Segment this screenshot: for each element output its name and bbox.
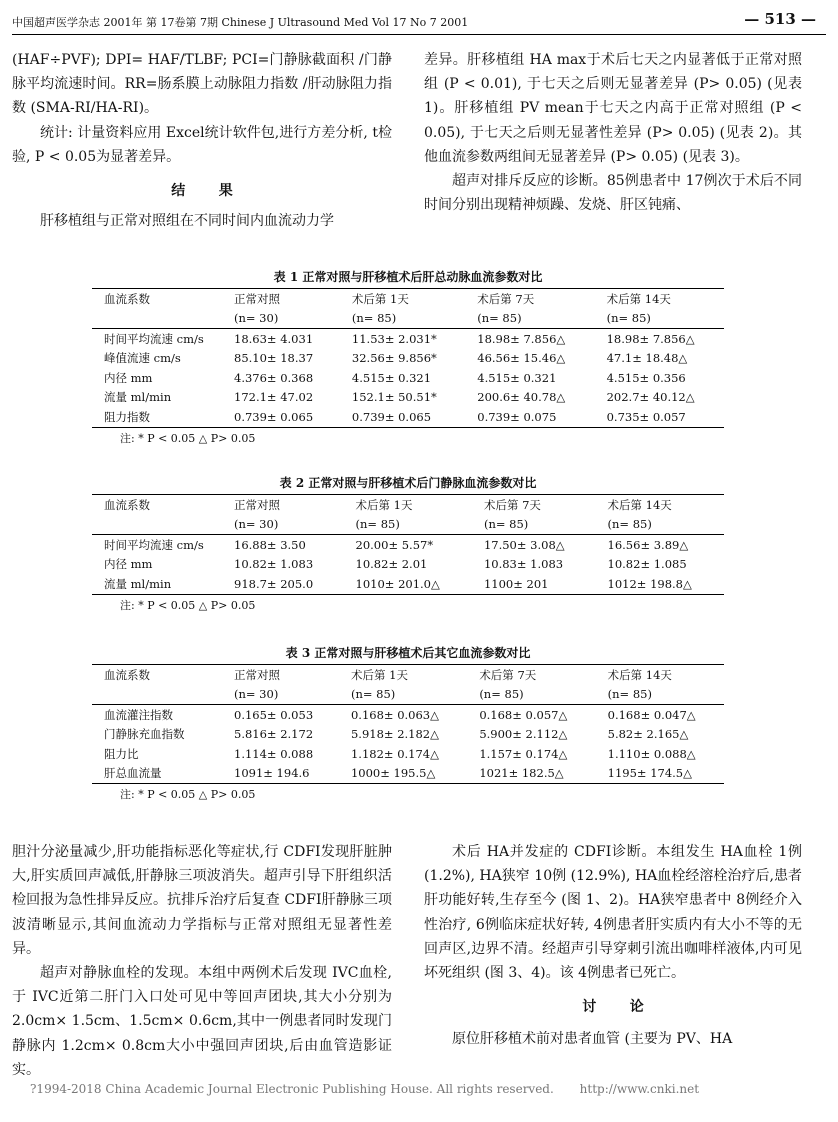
bottom-right-column [424,840,802,1052]
section-heading-discussion: 讨论 [582,999,678,1016]
table-cell: 5.918± 2.182△ [350,727,439,742]
table-cell: 内径 mm [104,370,153,385]
table-caption: 表 1 正常对照与肝移植术后肝总动脉血流参数对比 [273,270,543,284]
discussion-paragraph: 原位肝移植术前对患者血管 (主要为 PV、HA [452,1031,733,1048]
table-cell: 4.515± 0.356 [606,370,686,385]
section-heading-results: 结果 [171,183,267,200]
table-cell: 4.376± 0.368 [234,370,314,385]
table-cell: 10.82± 1.083 [234,557,314,572]
bottom-left-column [12,840,392,1082]
column-header: 术后第 7天 [472,495,596,515]
column-header: 术后第 14天 [595,289,724,309]
column-header: 术后第 1天 [339,665,467,685]
table-cell: 4.515± 0.321 [351,370,432,385]
ha-complication-paragraph: 术后 HA并发症的 CDFI诊断。本组发生 HA血栓 1例 (1.2%), HA狭窄 10例 (12.9%), HA血栓经溶栓治疗后,患者肝功能好转,生存至今 (图 1、2)。HA狭窄患者中 8例经介入性治疗, 6例临床症状好转, 4例患者肝实质内有大小不等的无回声区,边界不清。经超声引导穿刺引流出咖啡样液体,内可见坏死组织 (图 3、4)。该 4例患者已死亡。 [424,844,802,982]
column-subheader: (n= 85) [467,685,595,705]
table-cell: 18.98± 7.856△ [606,331,695,346]
table-cell: 时间平均流速 cm/s [104,537,204,552]
table-caption: 表 3 正常对照与肝移植术后其它血流参数对比 [285,646,531,660]
table-row [92,535,724,555]
column-header: 血流系数 [92,495,222,515]
table-cell: 10.83± 1.083 [483,557,564,572]
running-header [12,8,826,35]
table-cell: 1.157± 0.174△ [479,746,568,761]
table-cell: 47.1± 18.48△ [606,351,688,366]
table-cell: 1010± 201.0△ [344,574,472,594]
results-intro-paragraph: 肝移植组与正常对照组在不同时间内血流动力学 [40,213,334,230]
table-cell: 阻力比 [104,746,139,761]
column-subheader [92,685,222,705]
table-cell: 0.168± 0.063△ [350,707,439,722]
table-row [92,349,724,369]
copyright-text: ?1994-2018 China Academic Journal Electronic Publishing House. All rights reserved. [30,1082,554,1096]
table-row [92,407,724,427]
table-cell: 流量 ml/min [92,574,222,594]
table-cell: 肝总血流量 [92,764,222,784]
table-caption: 表 2 正常对照与肝移植术后门静脉血流参数对比 [279,476,537,490]
table-cell: 时间平均流速 cm/s [104,331,204,346]
table-cell: 5.82± 2.165△ [607,727,689,742]
journal-header: 中国超声医学杂志 2001年 第 17卷第 7期 Chinese J Ultrasound Med Vol 17 No 7 2001 [12,16,469,29]
column-header: 术后第 14天 [596,495,724,515]
table-cell: 10.82± 2.01 [355,557,428,572]
column-header: 术后第 1天 [344,495,472,515]
table-row [92,368,724,388]
table-cell: 202.7± 40.12△ [606,390,695,405]
statistics-paragraph: 统计: 计量资料应用 Excel统计软件包,进行方差分析, t检验, P < 0.05为显著差异。 [12,124,392,165]
table-cell: 17.50± 3.08△ [483,537,565,552]
table-cell: 46.56± 15.46△ [477,351,566,366]
data-table [92,494,724,595]
rejection-paragraph: 超声对排斥反应的诊断。85例患者中 17例次于术后不同时间分别出现精神烦躁、发烧、肝区钝痛、 [424,173,802,214]
table-cell: 18.98± 7.856△ [477,331,566,346]
column-subheader: (n= 30) [222,685,339,705]
column-subheader: (n= 30) [222,515,344,535]
table-cell: 阻力指数 [92,407,222,427]
table-1 [92,266,724,450]
table-cell: 16.88± 3.50 [234,537,306,552]
definitions-paragraph: (HAF÷PVF); DPI= HAF/TLBF; PCI=门静脉截面积 /门静脉平均流速时间。RR=肠系膜上动脉阻力指数 /肝动脉阻力指数 (SMA-RI/HA-RI)。 [12,52,392,117]
table-cell: 1195± 174.5△ [596,764,724,784]
column-subheader: (n= 85) [340,309,465,329]
table-cell: 峰值流速 cm/s [104,351,181,366]
table-cell: 1.182± 0.174△ [350,746,439,761]
table-cell: 0.165± 0.053 [234,707,314,722]
column-subheader: (n= 85) [465,309,594,329]
column-header: 正常对照 [222,665,339,685]
column-subheader: (n= 85) [596,515,724,535]
column-subheader: (n= 30) [222,309,340,329]
table-row [92,388,724,408]
table-2 [92,472,724,617]
thrombus-paragraph: 超声对静脉血栓的发现。本组中两例术后发现 IVC血栓,于 IVC近第二肝门入口处可见中等回声团块,其大小分别为 2.0cm× 1.5cm、1.5cm× 0.6cm,其中一例患者同时发现门静脉内 1.2cm× 0.8cm大小中强回声团块,后由血管造影证实。 [12,965,392,1078]
table-cell: 1021± 182.5△ [467,764,595,784]
column-subheader: (n= 85) [339,685,467,705]
column-header: 正常对照 [222,495,344,515]
table-cell: 内径 mm [104,557,153,572]
footer-url[interactable]: http://www.cnki.net [579,1082,700,1096]
table-cell: 16.56± 3.89△ [607,537,689,552]
column-header: 术后第 7天 [465,289,594,309]
table-cell: 18.63± 4.031 [234,331,314,346]
table-cell: 4.515± 0.321 [477,370,557,385]
table-cell: 10.82± 1.085 [607,557,687,572]
column-header: 正常对照 [222,289,340,309]
table-row [92,574,724,594]
table-note: 注: * P < 0.05 △ P> 0.05 [120,788,256,801]
column-header: 术后第 14天 [596,665,724,685]
top-left-column [12,48,392,233]
table-note: 注: * P < 0.05 △ P> 0.05 [120,431,256,445]
table-row [92,725,724,745]
rejection-followup-paragraph: 胆汁分泌量减少,肝功能指标恶化等症状,行 CDFI发现肝脏肿大,肝实质回声减低,肝静脉三项波消失。超声引导下肝组织活检回报为急性排异反应。抗排斥治疗后复查 CDFI肝静脉三项波清晰显示,其间血流动力学指标与正常对照组无显著性差异。 [12,844,392,957]
table-cell: 0.739± 0.065 [340,407,465,427]
table-cell: 152.1± 50.51* [351,390,437,405]
table-cell: 172.1± 47.02 [234,390,314,405]
table-cell: 20.00± 5.57* [355,537,434,552]
table-3 [92,642,724,806]
table-cell: 11.53± 2.031* [351,331,437,346]
table-cell: 5.816± 2.172 [234,727,314,742]
table-cell: 1.110± 0.088△ [607,746,696,761]
column-subheader: (n= 85) [344,515,472,535]
table-cell: 0.739± 0.065 [222,407,340,427]
table-cell: 门静脉充血指数 [104,727,185,742]
table-cell: 流量 ml/min [104,390,172,405]
table-note: 注: * P < 0.05 △ P> 0.05 [120,598,256,612]
table-cell: 200.6± 40.78△ [477,390,566,405]
table-cell: 5.900± 2.112△ [479,727,568,742]
column-subheader: (n= 85) [596,685,724,705]
data-table [92,664,724,784]
table-cell: 1091± 194.6 [222,764,339,784]
table-cell: 0.739± 0.075 [465,407,594,427]
table-row [92,764,724,784]
top-right-column [424,48,802,217]
column-header: 术后第 7天 [467,665,595,685]
column-subheader: (n= 85) [595,309,724,329]
data-table [92,288,724,428]
column-header: 血流系数 [92,665,222,685]
copyright-footer [30,1082,699,1096]
table-row [92,705,724,725]
table-row [92,744,724,764]
table-cell: 0.735± 0.057 [595,407,724,427]
table-row [92,555,724,575]
results-paragraph: 差异。肝移植组 HA max于术后七天之内显著低于正常对照组 (P < 0.01), 于七天之后则无显著差异 (P> 0.05) (见表 1)。肝移植组 PV mean于七天之内高于正常对照组 (P < 0.05), 于七天之后则无显著性差异 (P> 0.05) (见表 2)。其他血流参数两组间无显著差异 (P> 0.05) (见表 3)。 [424,52,802,165]
table-cell: 0.168± 0.047△ [607,707,696,722]
column-subheader [92,515,222,535]
table-cell: 85.10± 18.37 [234,351,314,366]
column-header: 术后第 1天 [340,289,465,309]
table-cell: 0.168± 0.057△ [479,707,568,722]
table-cell: 1000± 195.5△ [339,764,467,784]
table-cell: 32.56± 9.856* [351,351,437,366]
table-cell: 918.7± 205.0 [222,574,344,594]
column-subheader [92,309,222,329]
table-cell: 1012± 198.8△ [596,574,724,594]
page-number: — 513 — [744,10,816,28]
table-cell: 血流灌注指数 [104,707,173,722]
column-header: 血流系数 [92,289,222,309]
table-row [92,329,724,349]
column-subheader: (n= 85) [472,515,596,535]
table-cell: 1.114± 0.088 [234,746,314,761]
table-cell: 1100± 201 [472,574,596,594]
